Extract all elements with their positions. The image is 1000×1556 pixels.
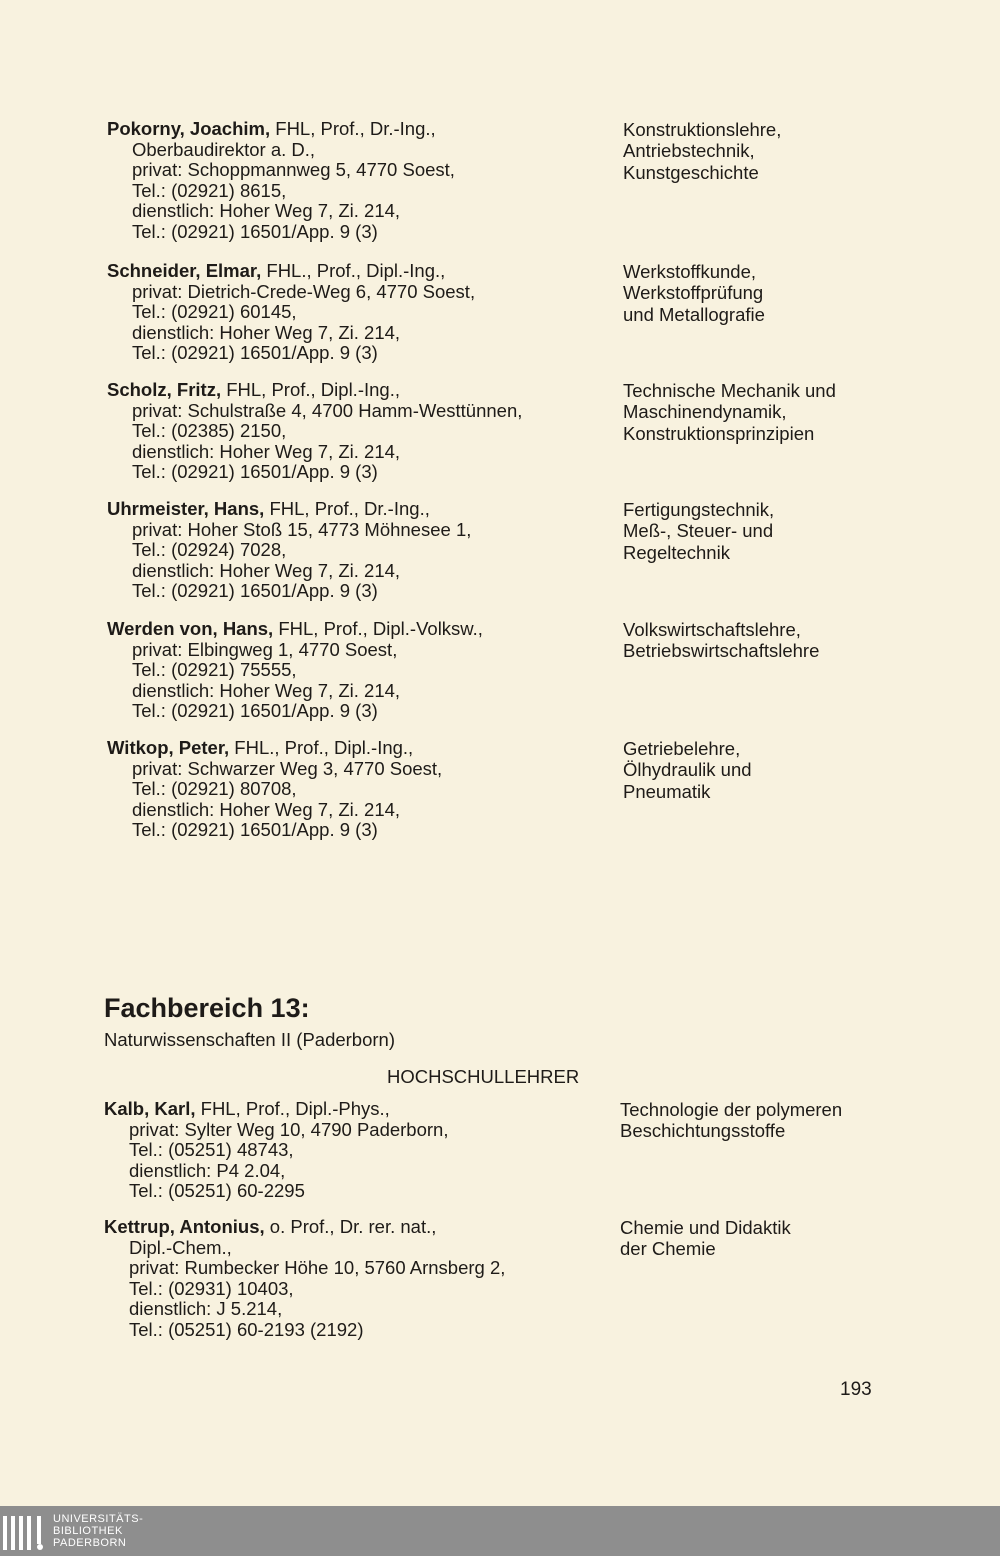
entry-line: Tel.: (05251) 60-2295 — [129, 1180, 305, 1202]
entry-line: Tel.: (02921) 75555, — [132, 659, 297, 681]
entry-title: FHL, Prof., Dipl.-Ing., — [221, 379, 400, 400]
entry-name: Uhrmeister, Hans, — [107, 498, 265, 519]
library-logo-icon — [0, 1512, 50, 1550]
entry-title: o. Prof., Dr. rer. nat., — [264, 1216, 437, 1237]
section-subheading: HOCHSCHULLEHRER — [387, 1066, 580, 1087]
entry-name: Witkop, Peter, — [107, 737, 230, 758]
entry-line: privat: Elbingweg 1, 4770 Soest, — [132, 638, 398, 660]
entry-line: privat: Schulstraße 4, 4700 Hamm-Westtünnen, — [132, 399, 523, 421]
subject-line: Regeltechnik — [623, 541, 730, 563]
entry-details — [104, 1217, 505, 1341]
entry-line: Dipl.-Chem., — [129, 1236, 232, 1258]
subject-line: Beschichtungsstoffe — [620, 1120, 786, 1142]
entry-line: dienstlich: Hoher Weg 7, Zi. 214, — [132, 798, 401, 820]
entry-line: privat: Rumbecker Höhe 10, 5760 Arnsberg 2, — [129, 1257, 506, 1279]
entry-title: FHL, Prof., Dr.-Ing., — [270, 118, 436, 139]
entry-line: dienstlich: Hoher Weg 7, Zi. 214, — [132, 679, 401, 701]
entry-subjects — [623, 380, 836, 444]
entry-line: dienstlich: Hoher Weg 7, Zi. 214, — [132, 200, 401, 222]
entry-line: Tel.: (05251) 60-2193 (2192) — [129, 1318, 364, 1340]
entry-line: Tel.: (02385) 2150, — [132, 420, 287, 442]
entry-name: Schneider, Elmar, — [107, 260, 262, 281]
library-logo-dot — [37, 1544, 43, 1550]
entry-name: Werden von, Hans, — [107, 618, 274, 639]
entry-subjects — [623, 499, 774, 563]
entry-line: privat: Dietrich-Crede-Weg 6, 4770 Soest, — [132, 280, 476, 302]
entry-details — [107, 738, 442, 841]
entry-details — [104, 1099, 448, 1202]
subject-line: Kunstgeschichte — [623, 161, 759, 183]
entry-subjects — [623, 738, 752, 802]
entry-line: Tel.: (02921) 16501/App. 9 (3) — [132, 580, 378, 602]
subject-line: Getriebelehre, — [623, 738, 741, 759]
entry-title: FHL, Prof., Dr.-Ing., — [264, 498, 430, 519]
entry-line: Tel.: (02921) 16501/App. 9 (3) — [132, 342, 378, 364]
subject-line: Pneumatik — [623, 780, 711, 802]
entry-line: dienstlich: J 5.214, — [129, 1298, 283, 1320]
subject-line: Maschinendynamik, — [623, 401, 787, 423]
page-number: 193 — [840, 1379, 872, 1400]
entry-line: Oberbaudirektor a. D., — [132, 138, 316, 160]
subject-line: Volkswirtschaftslehre, — [623, 619, 801, 640]
entry-name: Pokorny, Joachim, — [107, 118, 271, 139]
subject-line: Konstruktionsprinzipien — [623, 422, 815, 444]
entry-line: Tel.: (02921) 16501/App. 9 (3) — [132, 819, 378, 841]
entry-line: Tel.: (02921) 80708, — [132, 778, 297, 800]
subject-line: Fertigungstechnik, — [623, 499, 775, 520]
entry-title: FHL., Prof., Dipl.-Ing., — [229, 737, 414, 758]
entry-line: Tel.: (02924) 7028, — [132, 539, 287, 561]
entry-title: FHL, Prof., Dipl.-Volksw., — [273, 618, 483, 639]
entry-line: privat: Schwarzer Weg 3, 4770 Soest, — [132, 757, 443, 779]
entry-line: Tel.: (02921) 8615, — [132, 179, 287, 201]
entry-line: Tel.: (02921) 16501/App. 9 (3) — [132, 461, 378, 483]
subject-line: Antriebstechnik, — [623, 140, 755, 162]
library-footer-bar — [0, 1506, 1000, 1556]
subject-line: der Chemie — [620, 1238, 716, 1260]
subject-line: Technologie der polymeren — [620, 1099, 843, 1120]
logo-line: PADERBORN — [53, 1537, 127, 1549]
entry-subjects — [623, 119, 781, 183]
entry-name: Kalb, Karl, — [104, 1098, 196, 1119]
entry-subjects — [623, 619, 819, 662]
entry-name: Scholz, Fritz, — [107, 379, 222, 400]
subject-line: und Metallografie — [623, 303, 765, 325]
section-title: Fachbereich 13: — [104, 993, 310, 1023]
subject-line: Ölhydraulik und — [623, 759, 752, 781]
logo-line: BIBLIOTHEK — [53, 1525, 123, 1537]
entry-line: Tel.: (02921) 16501/App. 9 (3) — [132, 220, 378, 242]
entry-title: FHL, Prof., Dipl.-Phys., — [195, 1098, 390, 1119]
entry-line: Tel.: (05251) 48743, — [129, 1139, 294, 1161]
entry-subjects — [620, 1217, 791, 1260]
entry-line: Tel.: (02921) 16501/App. 9 (3) — [132, 700, 378, 722]
entry-details — [107, 619, 483, 722]
entry-line: dienstlich: Hoher Weg 7, Zi. 214, — [132, 559, 401, 581]
entry-line: dienstlich: Hoher Weg 7, Zi. 214, — [132, 440, 401, 462]
entry-line: privat: Schoppmannweg 5, 4770 Soest, — [132, 159, 455, 181]
entry-line: dienstlich: P4 2.04, — [129, 1159, 286, 1181]
subject-line: Werkstoffkunde, — [623, 261, 756, 282]
entry-name: Kettrup, Antonius, — [104, 1216, 265, 1237]
logo-line: UNIVERSITÄTS- — [53, 1513, 144, 1525]
subject-line: Betriebswirtschaftslehre — [623, 640, 820, 662]
library-logo-text — [53, 1513, 143, 1549]
entry-details — [107, 119, 455, 243]
section-subtitle: Naturwissenschaften II (Paderborn) — [104, 1029, 395, 1050]
entry-title: FHL., Prof., Dipl.-Ing., — [261, 260, 446, 281]
entry-line: dienstlich: Hoher Weg 7, Zi. 214, — [132, 321, 401, 343]
subject-line: Chemie und Didaktik — [620, 1217, 791, 1238]
entry-line: Tel.: (02921) 60145, — [132, 301, 297, 323]
entry-details — [107, 499, 471, 602]
entry-line: privat: Hoher Stoß 15, 4773 Möhnesee 1, — [132, 518, 472, 540]
entry-subjects — [620, 1099, 842, 1142]
subject-line: Konstruktionslehre, — [623, 119, 782, 140]
subject-line: Werkstoffprüfung — [623, 282, 764, 304]
entry-details — [107, 380, 522, 483]
entry-subjects — [623, 261, 765, 325]
entry-line: privat: Sylter Weg 10, 4790 Paderborn, — [129, 1118, 449, 1140]
entry-line: Tel.: (02931) 10403, — [129, 1277, 294, 1299]
subject-line: Meß-, Steuer- und — [623, 520, 774, 542]
subject-line: Technische Mechanik und — [623, 380, 836, 401]
entry-details — [107, 261, 475, 364]
